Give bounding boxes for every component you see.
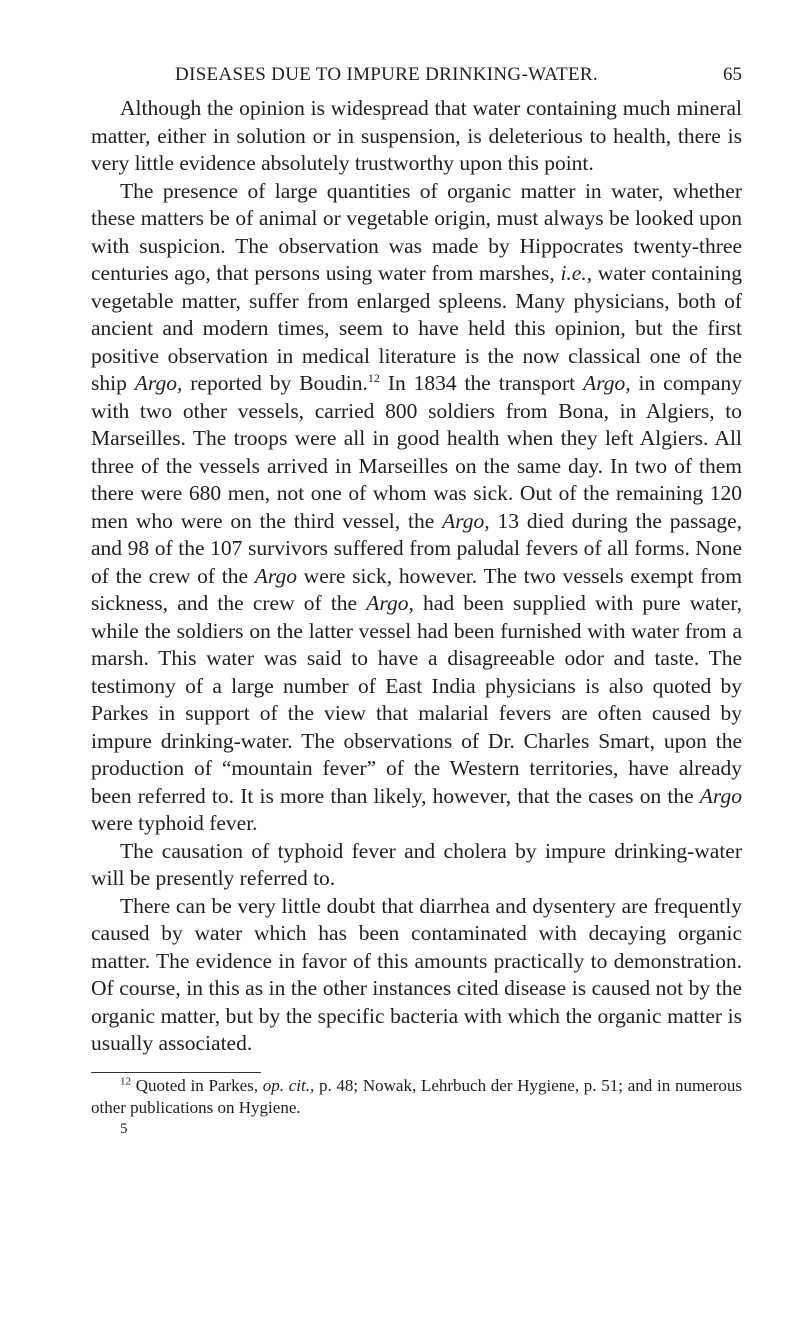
- footnote-op-cit: op. cit.,: [262, 1076, 315, 1095]
- ship-name-argo: Argo: [699, 783, 742, 808]
- footnote-rule: [91, 1072, 261, 1073]
- footnote-text: p. 48; Nowak, Lehrbuch der Hygiene, p. 51; and in numerous other publications on Hygiene.: [91, 1076, 742, 1117]
- ship-name-argo: Argo,: [134, 371, 183, 395]
- body-text: [91, 95, 742, 1058]
- paragraph-mineral-matter: Although the opinion is widespread that water containing much mineral matter, either in solution or in suspension, is deleterious to health, there is very little evidence absolutely trustworthy upon this point.: [91, 96, 742, 175]
- text-run: had been supplied with pure water, while the soldiers on the latter vessel had been furnished with water from a marsh. This water was said to have a disagreeable odor and taste. The testimony of a large number of East India physicians is also quoted by Parkes in support of the view that malarial fevers are often caused by impure drinking-water. The observations of Dr. Charles Smart, upon the production of “mountain fever” of the Western territories, have already been referred to. It is more than likely, however, that the cases on the: [91, 591, 743, 808]
- text-run: In 1834 the transport: [379, 371, 584, 395]
- paragraph-organic-matter: [91, 178, 742, 838]
- text-run: were sick, however. The two vessels exempt from sickness, and the crew of the: [91, 563, 743, 615]
- paragraph-diarrhea-dysentery: There can be very little doubt that diarrhea and dysentery are frequently caused by water which has been contaminated with decaying organic matter. The evidence in favor of this amounts practically to demonstration. Of course, in this as in the other instances cited disease is caused not by the organic matter, but by the specific bacteria with which the organic matter is usually associated.: [91, 893, 742, 1055]
- ship-name-argo: Argo,: [366, 591, 414, 615]
- ship-name-argo: Argo: [254, 563, 297, 588]
- text-run: in company with two other vessels, carried 800 soldiers from Bona, in Algiers, to Marseilles. The troops were all in good health when they left Algiers. All three of the vessels arrived in Marseilles on the same day. In two of them there were 680 men, not one of whom was sick. Out of the remaining 120 men who were on the third vessel, the: [91, 371, 742, 533]
- footnote: [91, 1075, 742, 1119]
- ship-name-argo: Argo,: [442, 508, 490, 533]
- text-run: were typhoid fever.: [91, 811, 258, 835]
- text-run: The presence of large quantities of organic matter in water, whether these matters be of animal or vegetable origin, must always be looked upon with suspicion. The observation was made by Hippocrates twenty-three centuries ago, that persons using water from marshes,: [91, 178, 742, 285]
- footnote-text: Quoted in Parkes,: [131, 1076, 263, 1095]
- signature-mark: 5: [120, 1121, 128, 1137]
- text-run: water containing vegetable matter, suffer from enlarged spleens. Many physicians, both of ancient and modern times, seem to have held this opinion, but the first positive observation in medical literature is the now classical one of the ship: [91, 261, 742, 395]
- paragraph-typhoid-cholera: The causation of typhoid fever and cholera by impure drinking-water will be presently referred to.: [91, 838, 742, 890]
- text-run: 13 died during the passage, and 98 of the 107 survivors suffered from paludal fevers of all forms. None of the crew of the: [91, 508, 742, 588]
- footnote-reference[interactable]: 12: [367, 370, 380, 385]
- running-head: [91, 62, 742, 88]
- page-number: 65: [723, 64, 742, 85]
- running-title: DISEASES DUE TO IMPURE DRINKING-WATER.: [175, 64, 598, 85]
- text-run: reported by Boudin.: [182, 371, 368, 395]
- footnote-marker: 12: [120, 1075, 131, 1088]
- ship-name-argo: Argo,: [583, 371, 631, 395]
- italic-ie: i.e.,: [560, 261, 593, 285]
